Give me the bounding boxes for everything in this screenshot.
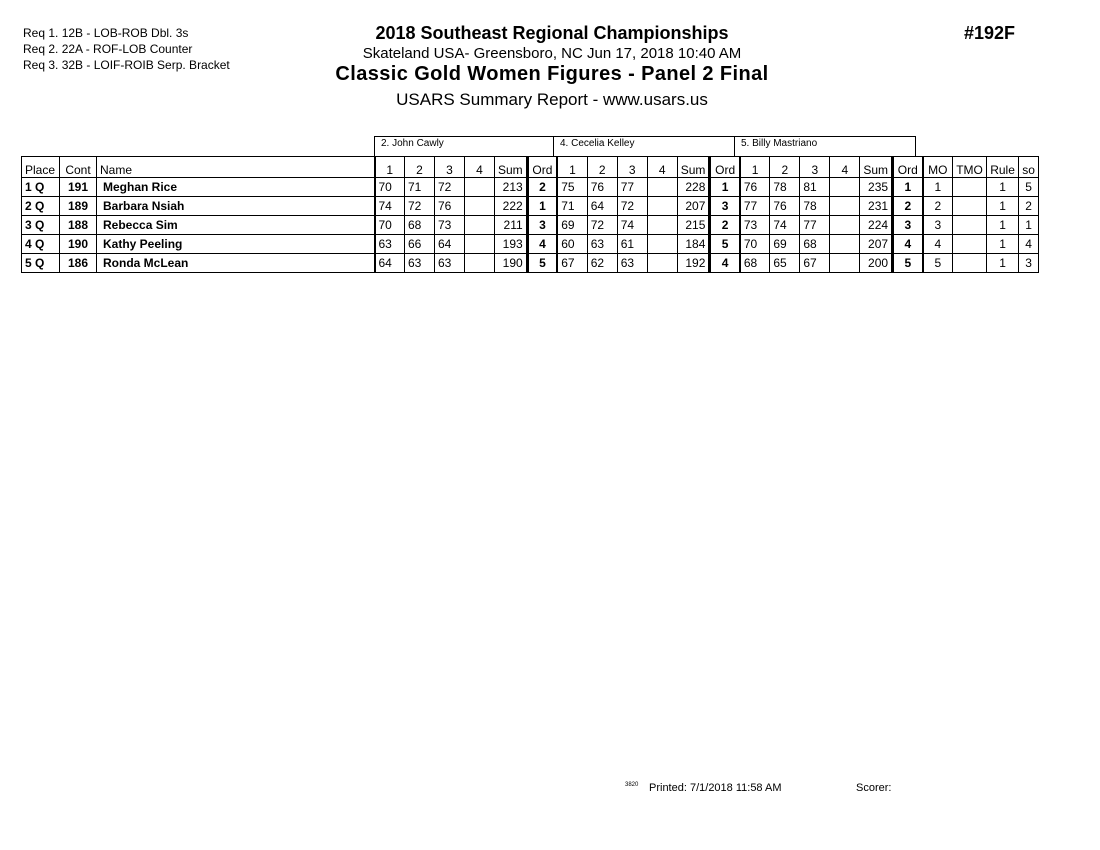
judge-ordinal-cell: 2	[710, 216, 740, 235]
venue-line: Skateland USA- Greensboro, NC Jun 17, 2018 10:40 AM	[362, 45, 742, 62]
figure-score-cell	[647, 178, 677, 197]
judge-header-1: 2. John Cawly	[374, 136, 554, 156]
figure-score-cell: 69	[557, 216, 587, 235]
figure-score-cell: 77	[740, 197, 770, 216]
requirement-3: Req 3. 32B - LOIF-ROIB Serp. Bracket	[23, 58, 230, 72]
contestant-number-cell: 190	[60, 235, 97, 254]
figure-score-cell	[465, 178, 495, 197]
col-header-sum: Sum	[495, 157, 528, 178]
figure-score-cell: 71	[405, 178, 435, 197]
judge-sum-cell: 213	[495, 178, 528, 197]
col-header-sum: Sum	[677, 157, 710, 178]
results-table	[21, 156, 1039, 273]
col-header-fig1: 1	[375, 157, 405, 178]
figure-score-cell: 62	[587, 254, 617, 273]
figure-score-cell: 64	[375, 254, 405, 273]
col-header-fig1: 1	[557, 157, 587, 178]
figure-score-cell: 63	[405, 254, 435, 273]
figure-score-cell: 63	[375, 235, 405, 254]
figure-score-cell: 70	[740, 235, 770, 254]
figure-score-cell: 68	[740, 254, 770, 273]
judge-ordinal-cell: 1	[893, 178, 923, 197]
figure-score-cell: 74	[375, 197, 405, 216]
figure-score-cell	[830, 197, 860, 216]
requirement-2: Req 2. 22A - ROF-LOB Counter	[23, 42, 193, 56]
majority-ordinal-cell: 4	[923, 235, 953, 254]
figure-score-cell: 72	[405, 197, 435, 216]
figure-score-cell: 74	[617, 216, 647, 235]
col-header-name: Name	[97, 157, 375, 178]
col-header-fig4: 4	[830, 157, 860, 178]
majority-ordinal-cell: 5	[923, 254, 953, 273]
scorer-label: Scorer:	[856, 782, 892, 794]
judge-sum-cell: 207	[677, 197, 710, 216]
judge-sum-cell: 184	[677, 235, 710, 254]
judge-ordinal-cell: 5	[710, 235, 740, 254]
col-header-so: so	[1019, 157, 1039, 178]
table-row	[22, 178, 1039, 197]
judge-ordinal-cell: 3	[893, 216, 923, 235]
figure-score-cell: 72	[435, 178, 465, 197]
figure-score-cell	[830, 235, 860, 254]
figure-score-cell: 63	[435, 254, 465, 273]
figure-score-cell: 76	[587, 178, 617, 197]
judge-header-2: 4. Cecelia Kelley	[553, 136, 735, 156]
figure-score-cell: 73	[435, 216, 465, 235]
figure-score-cell	[830, 178, 860, 197]
report-code: 3820	[625, 782, 639, 788]
figure-score-cell	[465, 235, 495, 254]
figure-score-cell: 72	[617, 197, 647, 216]
col-header-sum: Sum	[860, 157, 893, 178]
figure-score-cell: 75	[557, 178, 587, 197]
event-title: Classic Gold Women Figures - Panel 2 Final	[335, 63, 769, 85]
figure-score-cell: 67	[557, 254, 587, 273]
col-header-fig2: 2	[770, 157, 800, 178]
tmo-cell	[953, 178, 987, 197]
judge-ordinal-cell: 4	[893, 235, 923, 254]
col-header-rule: Rule	[987, 157, 1019, 178]
figure-score-cell: 65	[770, 254, 800, 273]
figure-score-cell: 81	[800, 178, 830, 197]
rule-cell: 1	[987, 197, 1019, 216]
judge-ordinal-cell: 1	[710, 178, 740, 197]
so-cell: 1	[1019, 216, 1039, 235]
figure-score-cell	[647, 254, 677, 273]
requirements-list	[23, 25, 230, 73]
figure-score-cell: 76	[740, 178, 770, 197]
judge-ordinal-cell: 1	[527, 197, 557, 216]
rule-cell: 1	[987, 254, 1019, 273]
figure-score-cell: 61	[617, 235, 647, 254]
figure-score-cell: 70	[375, 216, 405, 235]
skater-name-cell: Kathy Peeling	[97, 235, 375, 254]
col-header-fig4: 4	[647, 157, 677, 178]
figure-score-cell: 77	[617, 178, 647, 197]
judge-ordinal-cell: 5	[527, 254, 557, 273]
place-cell: 3 Q	[22, 216, 60, 235]
table-row	[22, 235, 1039, 254]
table-row	[22, 197, 1039, 216]
figure-score-cell: 67	[800, 254, 830, 273]
col-header-place: Place	[22, 157, 60, 178]
figure-score-cell: 77	[800, 216, 830, 235]
skater-name-cell: Meghan Rice	[97, 178, 375, 197]
figure-score-cell: 66	[405, 235, 435, 254]
figure-score-cell: 76	[770, 197, 800, 216]
tmo-cell	[953, 197, 987, 216]
figure-score-cell: 76	[435, 197, 465, 216]
judge-ordinal-cell: 5	[893, 254, 923, 273]
judge-ordinal-cell: 3	[710, 197, 740, 216]
figure-score-cell	[830, 216, 860, 235]
majority-ordinal-cell: 2	[923, 197, 953, 216]
table-row	[22, 254, 1039, 273]
judge-ordinal-cell: 2	[893, 197, 923, 216]
so-cell: 4	[1019, 235, 1039, 254]
contestant-number-cell: 186	[60, 254, 97, 273]
figure-score-cell: 71	[557, 197, 587, 216]
figure-score-cell: 64	[587, 197, 617, 216]
col-header-ord: Ord	[710, 157, 740, 178]
competition-title: 2018 Southeast Regional Championships	[375, 23, 729, 43]
figure-score-cell	[647, 197, 677, 216]
figure-score-cell: 72	[587, 216, 617, 235]
requirement-1: Req 1. 12B - LOB-ROB Dbl. 3s	[23, 26, 189, 40]
judge-sum-cell: 235	[860, 178, 893, 197]
col-header-fig4: 4	[465, 157, 495, 178]
col-header-fig1: 1	[740, 157, 770, 178]
figure-score-cell: 64	[435, 235, 465, 254]
rule-cell: 1	[987, 216, 1019, 235]
majority-ordinal-cell: 1	[923, 178, 953, 197]
figure-score-cell: 78	[800, 197, 830, 216]
figure-score-cell: 78	[770, 178, 800, 197]
so-cell: 5	[1019, 178, 1039, 197]
tmo-cell	[953, 216, 987, 235]
judge-ordinal-cell: 4	[527, 235, 557, 254]
figure-score-cell: 63	[587, 235, 617, 254]
col-header-fig3: 3	[800, 157, 830, 178]
col-header-ord: Ord	[527, 157, 557, 178]
col-header-cont: Cont	[60, 157, 97, 178]
place-cell: 4 Q	[22, 235, 60, 254]
figure-score-cell	[830, 254, 860, 273]
report-title: USARS Summary Report - www.usars.us	[396, 90, 708, 109]
figure-score-cell	[465, 216, 495, 235]
tmo-cell	[953, 235, 987, 254]
figure-score-cell: 68	[405, 216, 435, 235]
contestant-number-cell: 191	[60, 178, 97, 197]
figure-score-cell: 60	[557, 235, 587, 254]
tmo-cell	[953, 254, 987, 273]
contestant-number-cell: 188	[60, 216, 97, 235]
judge-sum-cell: 224	[860, 216, 893, 235]
col-header-fig2: 2	[587, 157, 617, 178]
so-cell: 2	[1019, 197, 1039, 216]
judge-sum-cell: 222	[495, 197, 528, 216]
event-number: #192F	[964, 23, 1016, 43]
col-header-fig3: 3	[617, 157, 647, 178]
judge-sum-cell: 200	[860, 254, 893, 273]
judge-sum-cell: 228	[677, 178, 710, 197]
figure-score-cell: 70	[375, 178, 405, 197]
judge-ordinal-cell: 4	[710, 254, 740, 273]
so-cell: 3	[1019, 254, 1039, 273]
figure-score-cell	[465, 254, 495, 273]
judge-sum-cell: 211	[495, 216, 528, 235]
judge-header-3: 5. Billy Mastriano	[734, 136, 916, 156]
judge-ordinal-cell: 3	[527, 216, 557, 235]
judge-sum-cell: 231	[860, 197, 893, 216]
place-cell: 1 Q	[22, 178, 60, 197]
col-header-tmo: TMO	[953, 157, 987, 178]
figure-score-cell: 69	[770, 235, 800, 254]
figure-score-cell: 74	[770, 216, 800, 235]
figure-score-cell	[647, 235, 677, 254]
figure-score-cell: 68	[800, 235, 830, 254]
figure-score-cell	[465, 197, 495, 216]
col-header-mo: MO	[923, 157, 953, 178]
results-body	[22, 157, 1039, 273]
figure-score-cell	[647, 216, 677, 235]
judge-ordinal-cell: 2	[527, 178, 557, 197]
skater-name-cell: Rebecca Sim	[97, 216, 375, 235]
header-row	[22, 157, 1039, 178]
place-cell: 5 Q	[22, 254, 60, 273]
contestant-number-cell: 189	[60, 197, 97, 216]
majority-ordinal-cell: 3	[923, 216, 953, 235]
judge-sum-cell: 192	[677, 254, 710, 273]
printed-timestamp: Printed: 7/1/2018 11:58 AM	[649, 782, 782, 794]
col-header-fig2: 2	[405, 157, 435, 178]
skater-name-cell: Barbara Nsiah	[97, 197, 375, 216]
judge-sum-cell: 190	[495, 254, 528, 273]
figure-score-cell: 73	[740, 216, 770, 235]
rule-cell: 1	[987, 178, 1019, 197]
judge-sum-cell: 193	[495, 235, 528, 254]
table-row	[22, 216, 1039, 235]
judge-sum-cell: 207	[860, 235, 893, 254]
rule-cell: 1	[987, 235, 1019, 254]
col-header-ord: Ord	[893, 157, 923, 178]
col-header-fig3: 3	[435, 157, 465, 178]
place-cell: 2 Q	[22, 197, 60, 216]
skater-name-cell: Ronda McLean	[97, 254, 375, 273]
figure-score-cell: 63	[617, 254, 647, 273]
judge-sum-cell: 215	[677, 216, 710, 235]
